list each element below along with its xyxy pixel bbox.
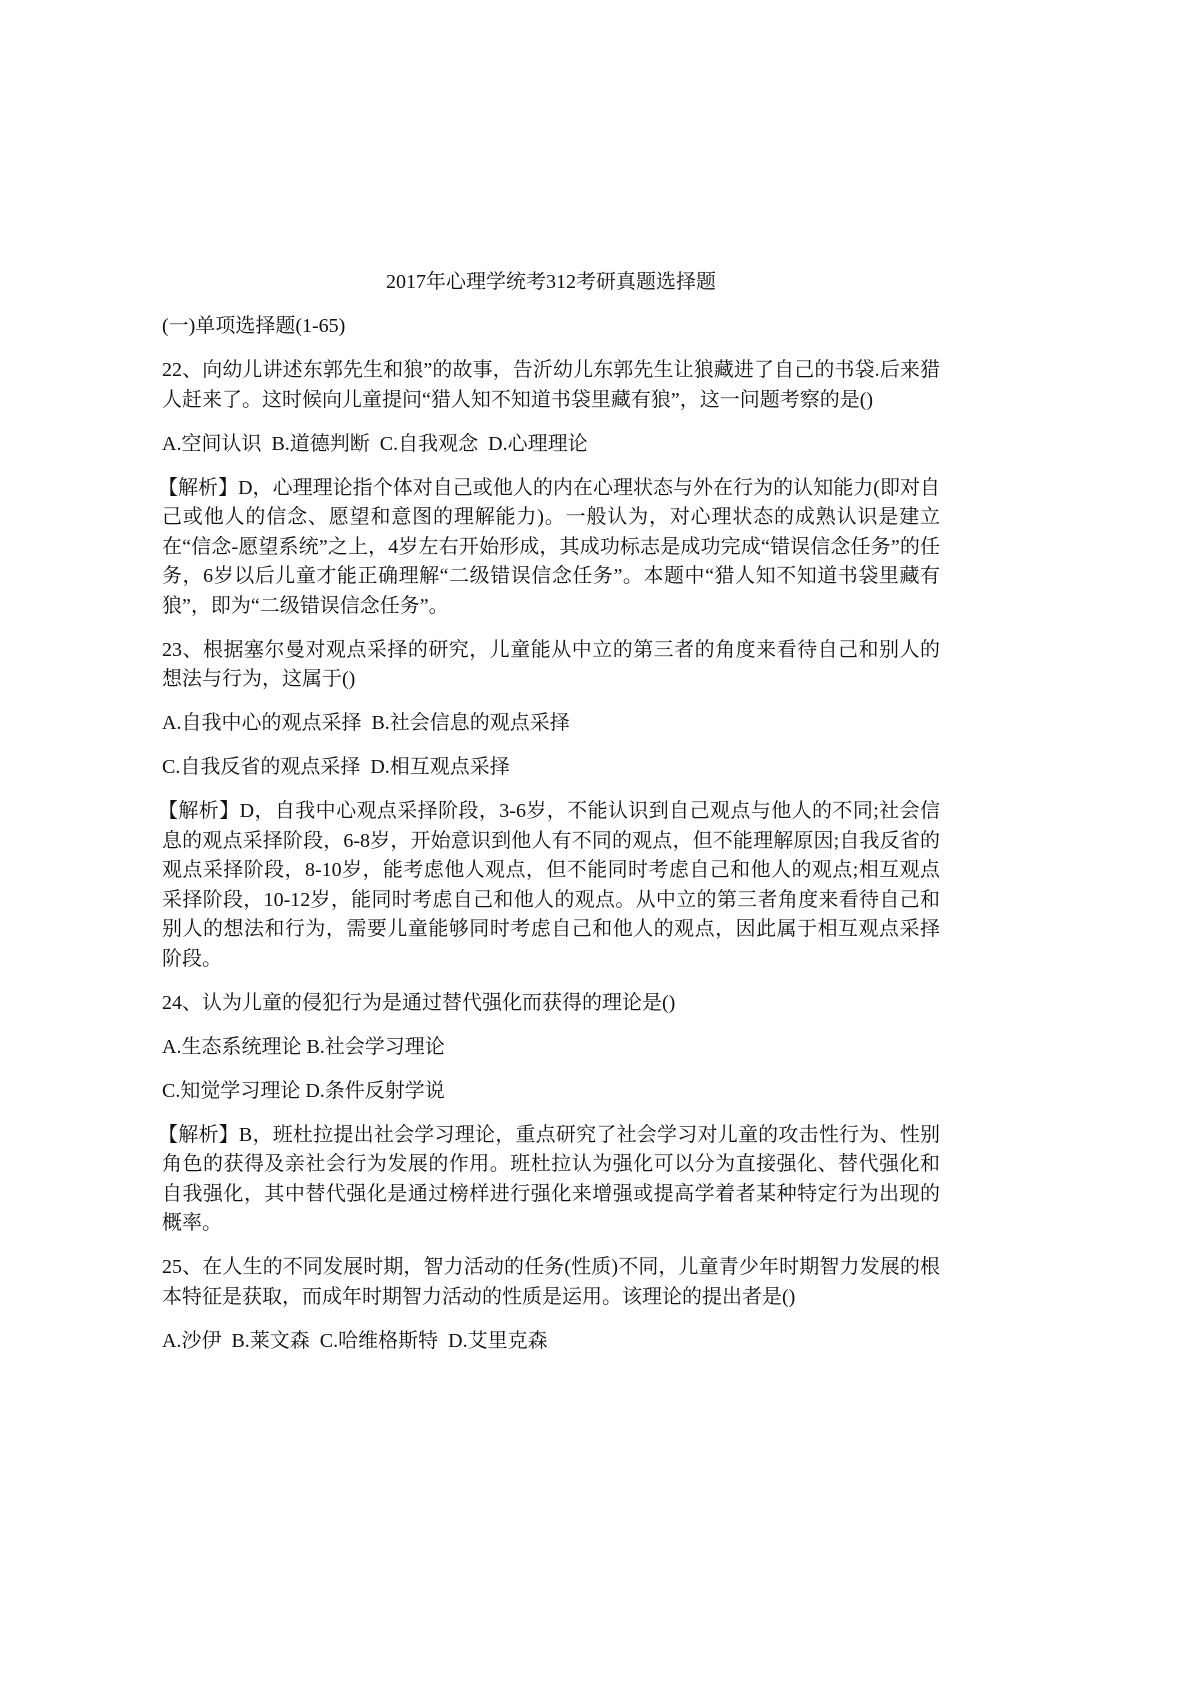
question-22-stem: 22、向幼儿讲述东郭先生和狼”的故事，告沂幼儿东郭先生让狼藏进了自己的书袋.后来猎人赶来了。这时候向儿童提问“猎人知不知道书袋里藏有狼”，这一问题考察的是() xyxy=(162,359,940,411)
question-23-stem: 23、根据塞尔曼对观点采择的研究，儿童能从中立的第三者的角度来看待自己和别人的想法与行为，这属于() xyxy=(162,638,940,690)
question-24-options-ab: A.生态系统理论 B.社会学习理论 xyxy=(162,1035,445,1058)
question-24-stem: 24、认为儿童的侵犯行为是通过替代强化而获得的理论是() xyxy=(162,991,676,1014)
document-title: 2017年心理学统考312考研真题选择题 xyxy=(386,271,716,293)
section-heading: (一)单项选择题(1-65) xyxy=(162,315,346,337)
question-24-options-cd: C.知觉学习理论 D.条件反射学说 xyxy=(162,1079,445,1102)
question-23-options-ab: A.自我中心的观点采择 B.社会信息的观点采择 xyxy=(162,712,570,734)
question-22-analysis: 【解析】D，心理理论指个体对自己或他人的内在心理状态与外在行为的认知能力(即对自己或他人的信念、愿望和意图的理解能力)。一般认为，对心理状态的成熟认识是建立在“信念-愿望系统”之上，4岁左右开始形成，其成功标志是成功完成“错误信念任务”的任务，6岁以后儿童才能正确理解“二级错误信念任务”。本题中“猎人知不知道书袋里藏有狼”，即为“二级错误信念任务”。 xyxy=(158,476,940,617)
document-page xyxy=(158,268,940,1371)
question-25-stem: 25、在人生的不同发展时期，智力活动的任务(性质)不同，儿童青少年时期智力发展的根本特征是获取，而成年时期智力活动的性质是运用。该理论的提出者是() xyxy=(162,1256,940,1308)
question-23-analysis: 【解析】D，自我中心观点采择阶段，3-6岁，不能认识到自己观点与他人的不同;社会信息的观点采择阶段，6-8岁，开始意识到他人有不同的观点，但不能理解原因;自我反省的观点采择阶段，8-10岁，能考虑他人观点，但不能同时考虑自己和他人的观点;相互观点采择阶段，10-12岁，能同时考虑自己和他人的观点。从中立的第三者角度来看待自己和别人的想法和行为，需要儿童能够同时考虑自己和他人的观点，因此属于相互观点采择阶段。 xyxy=(158,800,940,970)
question-23-options-cd: C.自我反省的观点采择 D.相互观点采择 xyxy=(162,756,510,778)
question-22-options: A.空间认识 B.道德判断 C.自我观念 D.心理理论 xyxy=(162,432,588,455)
question-24-analysis: 【解析】B，班杜拉提出社会学习理论，重点研究了社会学习对儿童的攻击性行为、性别角色的获得及亲社会行为发展的作用。班杜拉认为强化可以分为直接强化、替代强化和自我强化，其中替代强化是通过榜样进行强化来增强或提高学着者某种特定行为出现的概率。 xyxy=(158,1123,940,1234)
question-25-options: A.沙伊 B.莱文森 C.哈维格斯特 D.艾里克森 xyxy=(162,1329,548,1352)
